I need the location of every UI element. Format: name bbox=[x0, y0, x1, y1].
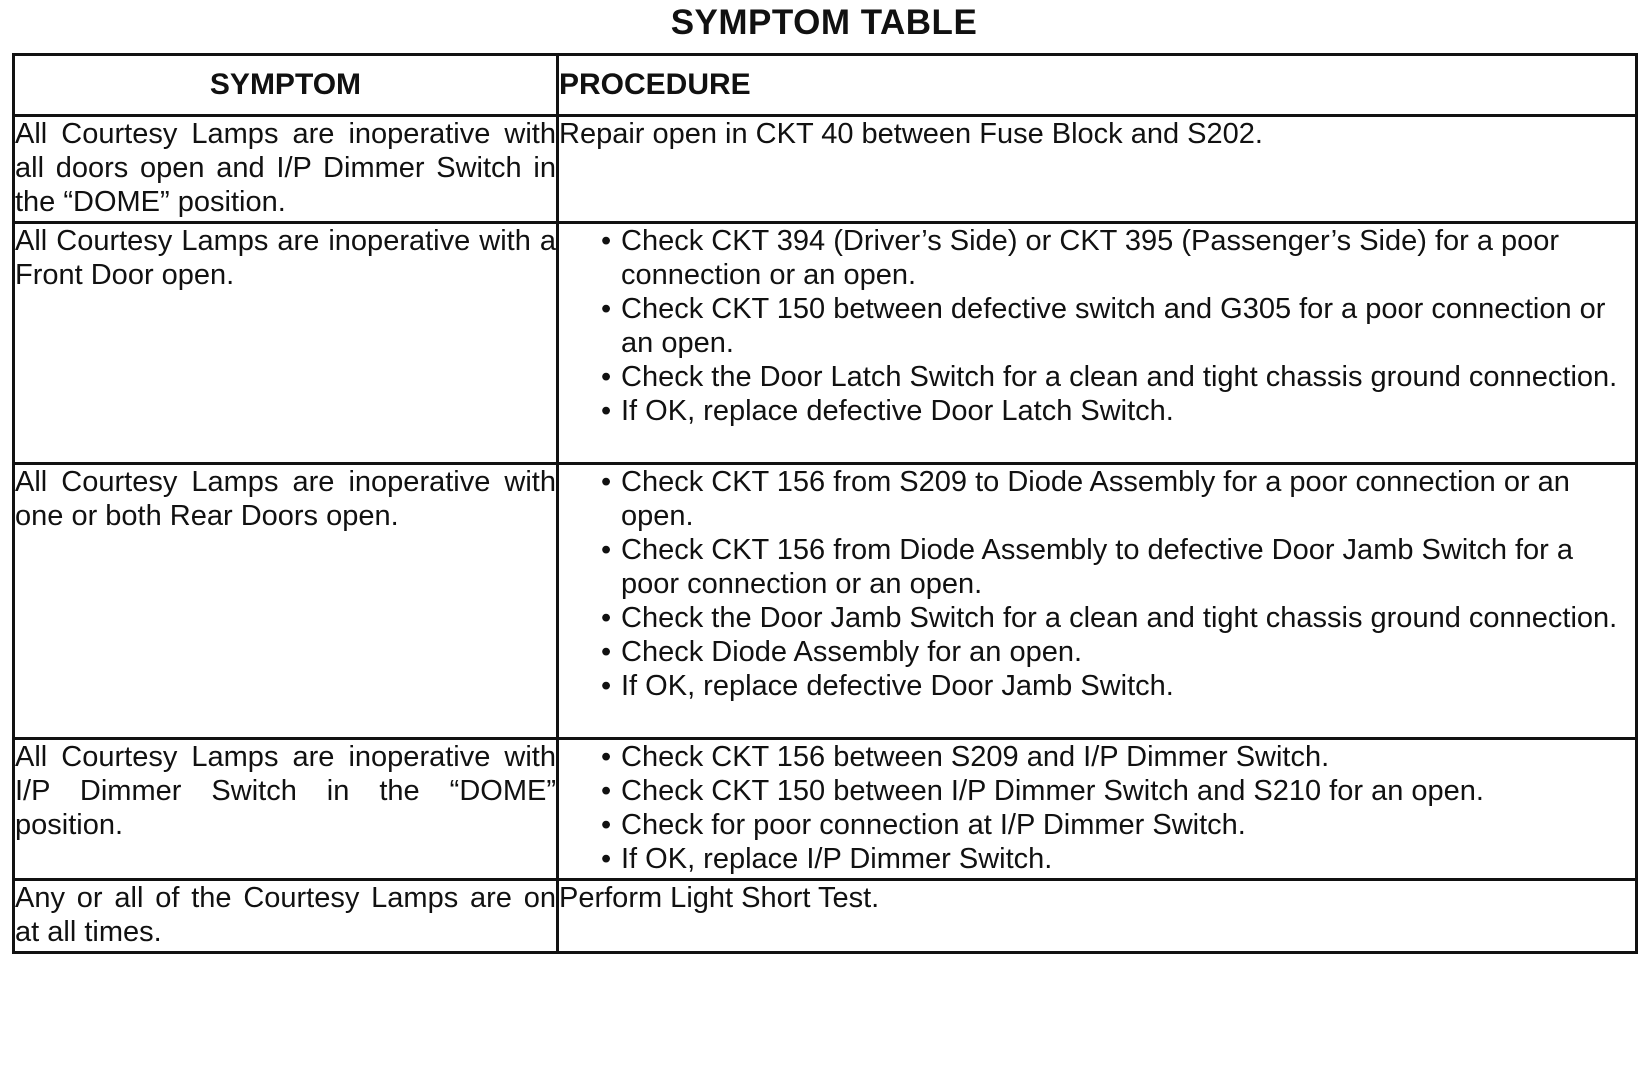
procedure-cell bbox=[558, 116, 1637, 223]
procedure-step: • If OK, replace defective Door Jamb Switch. bbox=[601, 670, 1174, 702]
procedure-column-header: PROCEDURE bbox=[558, 55, 1637, 116]
procedure-step-list bbox=[559, 740, 1635, 876]
procedure-step: • Check Diode Assembly for an open. bbox=[601, 636, 1083, 668]
procedure-step-list bbox=[559, 465, 1635, 703]
symptom-column-header: SYMPTOM bbox=[14, 55, 558, 116]
table-row bbox=[14, 880, 1637, 953]
table-row bbox=[14, 464, 1637, 739]
table-row bbox=[14, 223, 1637, 464]
procedure-cell bbox=[558, 464, 1637, 739]
procedure-step: • Check CKT 394 (Driver’s Side) or CKT 395 (Passenger’s Side) for a poor connection or an open. bbox=[601, 225, 1560, 291]
symptom-cell: All Courtesy Lamps are inoperative with all doors open and I/P Dimmer Switch in the “DOME” position. bbox=[14, 116, 558, 223]
bullet-icon: • bbox=[601, 602, 612, 634]
bullet-icon: • bbox=[601, 395, 612, 427]
procedure-cell bbox=[558, 880, 1637, 953]
procedure-step: • Check for poor connection at I/P Dimmer Switch. bbox=[601, 809, 1246, 841]
procedure-text: Repair open in CKT 40 between Fuse Block and S202. bbox=[559, 118, 1263, 150]
bullet-icon: • bbox=[601, 466, 612, 498]
table-header-row bbox=[14, 55, 1637, 116]
symptom-cell: All Courtesy Lamps are inoperative with a Front Door open. bbox=[14, 223, 558, 464]
symptom-table bbox=[12, 53, 1638, 954]
bullet-icon: • bbox=[601, 809, 612, 841]
bullet-icon: • bbox=[601, 361, 612, 393]
bullet-icon: • bbox=[601, 534, 612, 566]
procedure-step: • Check CKT 156 between S209 and I/P Dimmer Switch. bbox=[601, 741, 1330, 773]
procedure-step: • Check CKT 156 from S209 to Diode Assembly for a poor connection or an open. bbox=[601, 466, 1570, 532]
procedure-step: • Check CKT 150 between defective switch and G305 for a poor connection or an open. bbox=[601, 293, 1606, 359]
bullet-icon: • bbox=[601, 293, 612, 325]
procedure-step: • If OK, replace defective Door Latch Switch. bbox=[601, 395, 1174, 427]
symptom-cell: Any or all of the Courtesy Lamps are on at all times. bbox=[14, 880, 558, 953]
procedure-cell bbox=[558, 223, 1637, 464]
table-row bbox=[14, 739, 1637, 880]
bullet-icon: • bbox=[601, 843, 612, 875]
procedure-step: • Check CKT 150 between I/P Dimmer Switch and S210 for an open. bbox=[601, 775, 1484, 807]
procedure-step: • Check the Door Jamb Switch for a clean and tight chassis ground connection. bbox=[601, 602, 1618, 634]
bullet-icon: • bbox=[601, 741, 612, 773]
procedure-text: Perform Light Short Test. bbox=[559, 882, 880, 914]
procedure-cell bbox=[558, 739, 1637, 880]
procedure-step: • If OK, replace I/P Dimmer Switch. bbox=[601, 843, 1053, 875]
bullet-icon: • bbox=[601, 670, 612, 702]
symptom-cell: All Courtesy Lamps are inoperative with I/P Dimmer Switch in the “DOME” position. bbox=[14, 739, 558, 880]
symptom-cell: All Courtesy Lamps are inoperative with one or both Rear Doors open. bbox=[14, 464, 558, 739]
bullet-icon: • bbox=[601, 225, 612, 257]
procedure-step-list bbox=[559, 224, 1635, 428]
bullet-icon: • bbox=[601, 775, 612, 807]
bullet-icon: • bbox=[601, 636, 612, 668]
page-title: SYMPTOM TABLE bbox=[670, 3, 978, 42]
table-row bbox=[14, 116, 1637, 223]
procedure-step: • Check the Door Latch Switch for a clean and tight chassis ground connection. bbox=[601, 361, 1618, 393]
procedure-step: • Check CKT 156 from Diode Assembly to defective Door Jamb Switch for a poor connection or an open. bbox=[601, 534, 1574, 600]
